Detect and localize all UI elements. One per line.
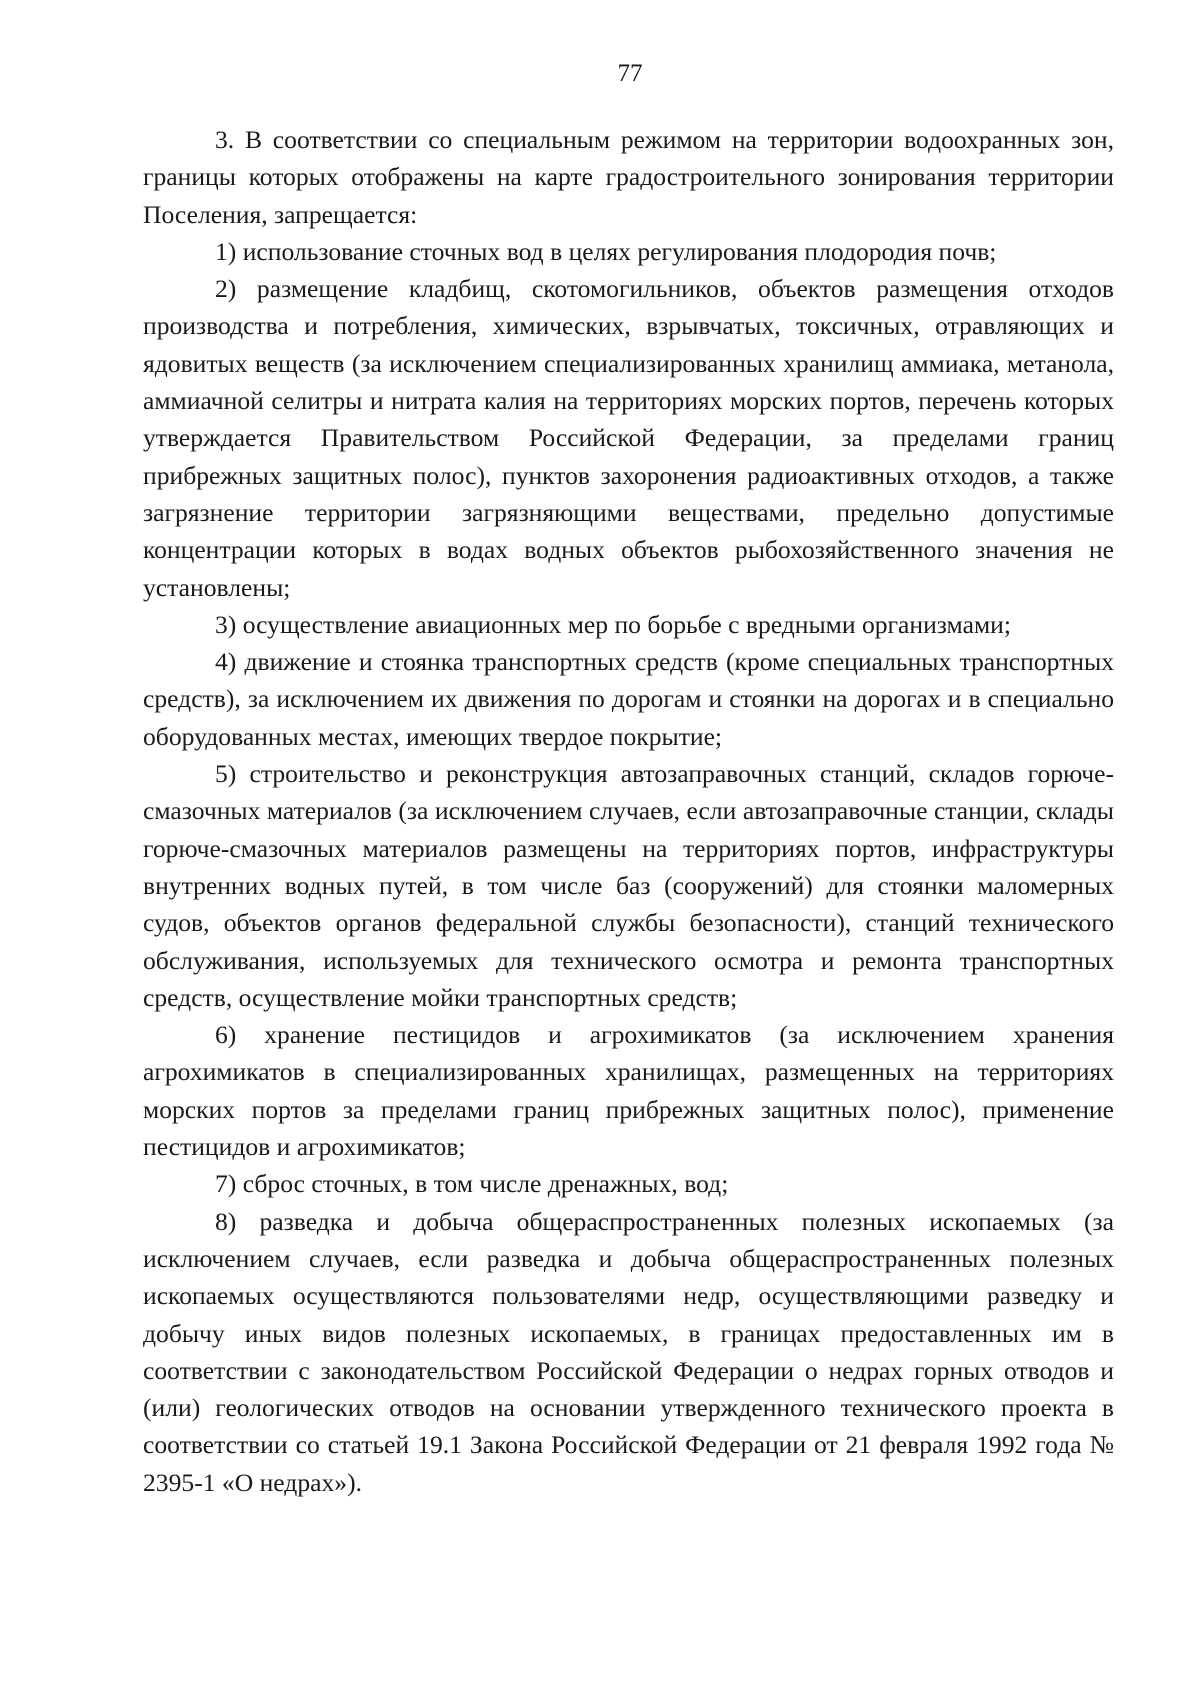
list-item-3: 3) осуществление авиационных мер по борьбе с вредными организмами; [215, 609, 1011, 639]
list-item-7: 7) сброс сточных, в том числе дренажных, вод; [215, 1169, 729, 1199]
paragraph-intro: 3. В соответствии со специальным режимом на территории водоохранных зон, границы которых отображены на карте градостроительного зонирования территории Поселения, запрещается: [143, 125, 1114, 229]
list-item-5: 5) строительство и реконструкция автозаправочных станций, складов горюче-смазочных материалов (за исключением случаев, если автозаправочные станции, склады горюче-смазочных материалов размещены на территориях портов, инфраструктуры внутренних водных путей, в том числе баз (сооружений) для стоянки маломерных судов, объектов органов федеральной службы безопасности), станций технического обслуживания, используемых для технического осмотра и ремонта транспортных средств, осуществление мойки транспортных средств; [143, 759, 1114, 1012]
list-item-4: 4) движение и стоянка транспортных средств (кроме специальных транспортных средств), за исключением их движения по дорогам и стоянки на дорогах и в специально оборудованных местах, имеющих твердое покрытие; [143, 647, 1114, 751]
list-item-1: 1) использование сточных вод в целях регулирования плодородия почв; [215, 236, 997, 266]
list-item-2: 2) размещение кладбищ, скотомогильников, объектов размещения отходов производства и потребления, химических, взрывчатых, токсичных, отравляющих и ядовитых веществ (за исключением специализированных хранилищ аммиака, метанола, аммиачной селитры и нитрата калия на территориях морских портов, перечень которых утверждается Правительством Российской Федерации, за пределами границ прибрежных защитных полос), пунктов захоронения радиоактивных отходов, а также загрязнение территории загрязняющими веществами, предельно допустимые концентрации которых в водах водных объектов рыбохозяйственного значения не установлены; [143, 274, 1114, 602]
document-body [143, 121, 1114, 1501]
list-item-8: 8) разведка и добыча общераспространенных полезных ископаемых (за исключением случаев, если разведка и добыча общераспространенных полезных ископаемых осуществляются пользователями недр, осуществляющими разведку и добычу иных видов полезных ископаемых, в границах предоставленных им в соответствии с законодательством Российской Федерации о недрах горных отводов и (или) геологических отводов на основании утвержденного технического проекта в соответствии со статьей 19.1 Закона Российской Федерации от 21 февраля 1992 года № 2395-1 «О недрах»). [143, 1206, 1114, 1497]
list-item-6: 6) хранение пестицидов и агрохимикатов (за исключением хранения агрохимикатов в специализированных хранилищах, размещенных на территориях морских портов за пределами границ прибрежных защитных полос), применение пестицидов и агрохимикатов; [143, 1020, 1114, 1162]
page-number: 77 [617, 60, 643, 87]
